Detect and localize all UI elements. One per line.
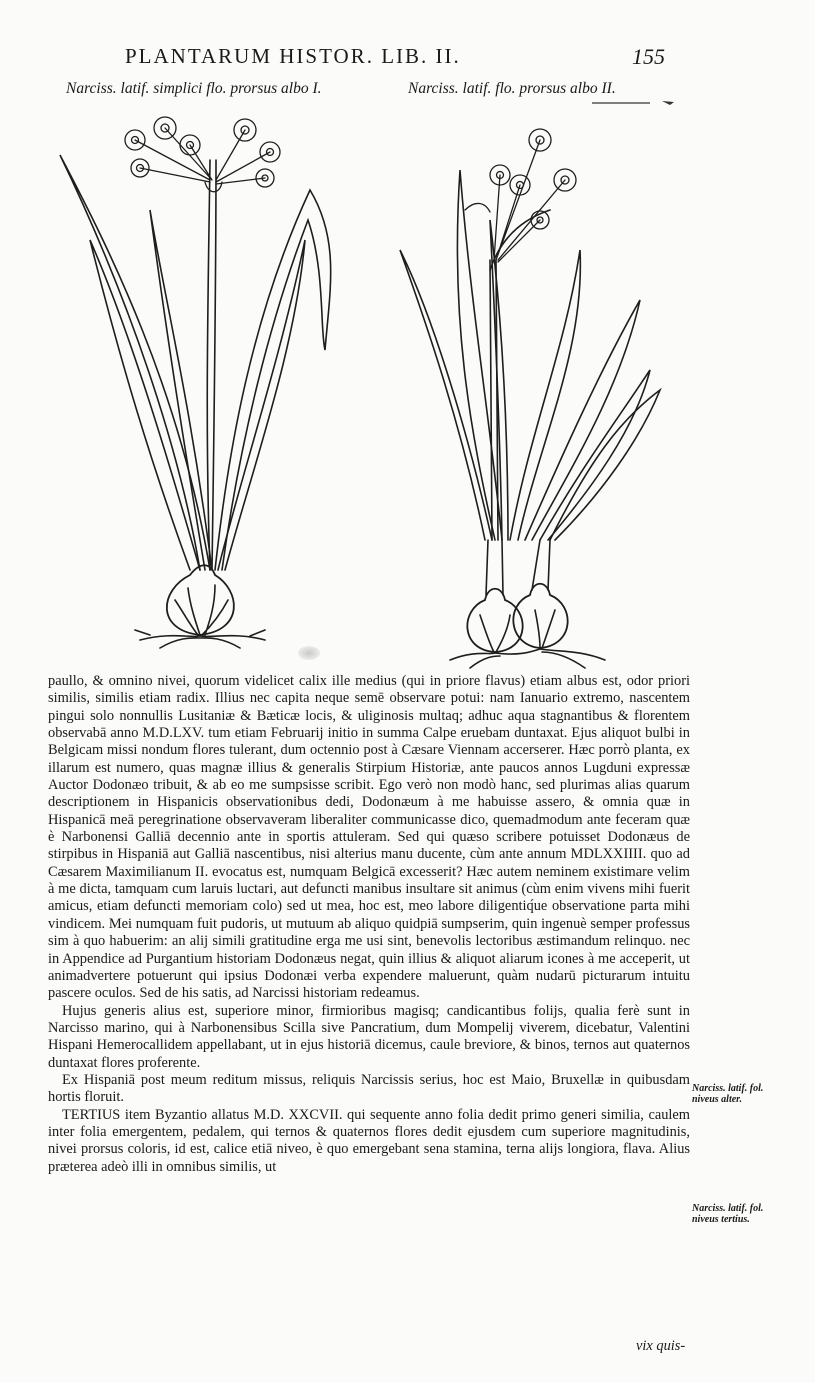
ink-smudge [298,646,320,660]
figure-caption-2: Narciss. latif. flo. prorsus albo II. [408,80,616,97]
paragraph-3: Ex Hispaniā post meum reditum missus, reliquis Narcissis serius, hoc est Maio, Bruxellæ in quibusdam hortis floruit. [48,1071,690,1106]
narcissus-illustration-1 [40,100,370,650]
marginal-note-2: Narciss. latif. fol. niveus tertius. [692,1203,764,1225]
running-title: PLANTARUM HISTOR. LIB. II. [125,44,461,68]
narcissus-illustration-2 [390,100,690,670]
page-number: 155 [632,44,665,69]
paragraph-1: paullo, & omnino nivei, quorum videlicet calix ille medius (qui in priore flavus) etiam albus est, odor priori similis, similis etiam radix. Illius nec capita neque semē observare potui: nam Ianuario extremo, nascentem pingui solo nonnullis Lusitaniæ & Bæticæ locis, & uliginosis multaq; adhuc aqua stagnantibus & florentem observabā anno M.D.LXV. tum etiam Februarij initio in summa Calpe eruebam duntaxat. Ejus aliquot bulbi in Belgicam missi nondum flores tulerant, dum octennio post à Cæsare Viennam accerserer. Hæc porrò planta, ex illarum est numero, quas magnæ illius & generalis Stirpium Historiæ, ante paucos annos Lugduni expressæ Auctor Dodonæo tribuit, & ab eo me sumpsisse scribit. Ego verò non modò hanc, sed plurimas alias quarum descriptionem in Hispanicis observationibus dedi, Dodonæum à me habuisse assero, & omnia quæ in Hispanicā meā peregrinatione observaveram liberaliter communicasse dico, quemadmodum ante feceram quæ è Narbonensi Galliā decennio ante in sportis attuleram. Sed qui quæso scribere potuisset Dodonæus de stirpibus in Hispaniā aut Galliā nascentibus, nisi alterius manu ducente, cùm ante annum MDLXXIIII. quo ad Cæsarem Maximilianum II. evocatus est, numquam Belgicā excesserit? Hæc autem neminem existimare velim à me dicta, tamquam cum laruis luctari, aut defuncti manibus insultare sit animus (cùm enim vivens mihi fuerit amicus, etiam defuncti memoriam colo) sed ut mea, hoc est, meo labore diligentiq́ue observatione parta mihi vindicem. Mei numquam fuit pudoris, ut mutuum ab aliquo quidpiā sumpserim, quin ingenuè semper professus sim à quo habuerim: an alij simili gratitudine erga me usi sint, benevolis lectoribus æstimandum relinquo. nec in Appendice ad Purgantium historiam Dodonæus negat, quin illius & aliquot aliarum icones à me acceperit, ut animadvertere potuerunt qui ipsius Dodonæi verba expendere maluerunt, quàm nudarū picturarum intuitu pascere oculos. Sed de his satis, ad Narcissi historiam redeamus. [48,673,690,1002]
figure-caption-1: Narciss. latif. simplici flo. prorsus albo I. [66,80,322,97]
body-text [48,673,690,1176]
catchword: vix quis- [636,1338,686,1354]
paragraph-4: TERTIUS item Byzantio allatus M.D. XXCVII. qui sequente anno folia dedit primo generi similia, caulem inter folia emergentem, pedalem, qui ternos & quaternos flores dedit ejusdem cum superiore magnitudinis, nivei prorsus coloris, id est, calice etiā niveo, è quo emergebant sena stamina, terna alijs longiora, flava. Alius præterea adeò illi in omnibus similis, ut [48,1106,690,1175]
paragraph-2: Hujus generis alius est, superiore minor, firmioribus magisq; candicantibus folijs, qualia ferè sunt in Narcisso marino, qui à Narbonensibus Scilla sive Pancratium, dum Mompelij viverem, dicebatur, Valentini Hispani Hemerocallidem appellabant, ut in ejus historiā dicemus, caule breviore, & binos, ternos aut quaternos duntaxat flores proferente. [48,1002,690,1071]
marginal-note-1: Narciss. latif. fol. niveus alter. [692,1083,764,1105]
